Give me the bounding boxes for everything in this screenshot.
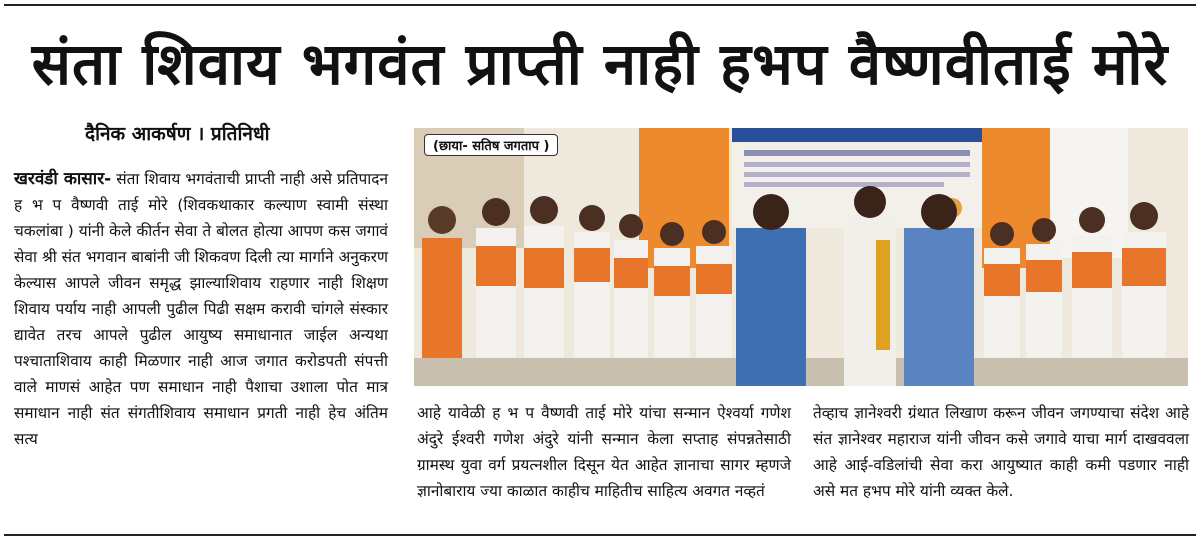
article-column-1 [14, 166, 388, 452]
dateline: खरवंडी कासार- [14, 169, 112, 189]
bottom-rule [4, 534, 1196, 536]
photo-credit: (छाया- सतिष जगताप ) [424, 134, 558, 156]
article-text-1: संता शिवाय भगवंताची प्राप्ती नाही असे प्रतिपादन ह भ प वैष्णवी ताई मोरे (शिवकथाकार कल्याण स्वामी संस्था चकलांबा ) यांनी केले कीर्तन सेवा ते बोलत होत्या आपण कस जगावं सेवा श्री संत भगवान बाबांनी जी शिकवण दिली त्या मार्गाने अनुकरण केल्यास आपले जीवन समृद्ध झाल्याशिवाय राहणार नाही शिक्षण शिवाय पर्याय नाही आपली पुढील पिढी सक्षम करावी चांगले संस्कार द्यावेत तरच आपले पुढील आयुष्य समाधानात जाईल अन्यथा पश्चाताशिवाय काही मिळणार नाही आज जगात करोडपती संपत्ती वाले माणसं आहेत पण समाधान नाही पैशाचा उशाला पोत मात्र समाधान नाही संत संगतीशिवाय समाधान प्रगती नाही हेच अंतिम सत्य [14, 170, 388, 448]
top-rule [4, 4, 1196, 6]
news-photo [414, 128, 1188, 386]
article-column-2: आहे यावेळी ह भ प वैष्णवी ताई मोरे यांचा सन्मान ऐश्वर्या गणेश अंदुरे ईश्वरी गणेश अंदुरे यांनी सन्मान केला सप्ताह संपन्नतेसाठी ग्रामस्थ युवा वर्ग प्रयत्नशील दिसून येत आहेत ज्ञानाचा सागर म्हणजे ज्ञानोबाराय ज्या काळात काहीच माहितीच साहित्य अवगत नव्हतं [417, 404, 791, 500]
article-column-3: तेव्हाच ज्ञानेश्वरी ग्रंथात लिखाण करून जीवन जगण्याचा संदेश आहे संत ज्ञानेश्वर महाराज यांनी जीवन कसे जगावे याचा मार्ग दाखववला आहे आई-वडिलांची सेवा करा आयुष्यात काही कमी पडणार नाही असे मत हभप मोरे यांनी व्यक्त केले. [813, 404, 1189, 500]
byline: दैनिक आकर्षण । प्रतिनिधी [85, 123, 270, 145]
headline: संता शिवाय भगवंत प्राप्ती नाही हभप वैष्णवीताई मोरे [31, 30, 1169, 98]
photo-illustration [414, 128, 1188, 386]
